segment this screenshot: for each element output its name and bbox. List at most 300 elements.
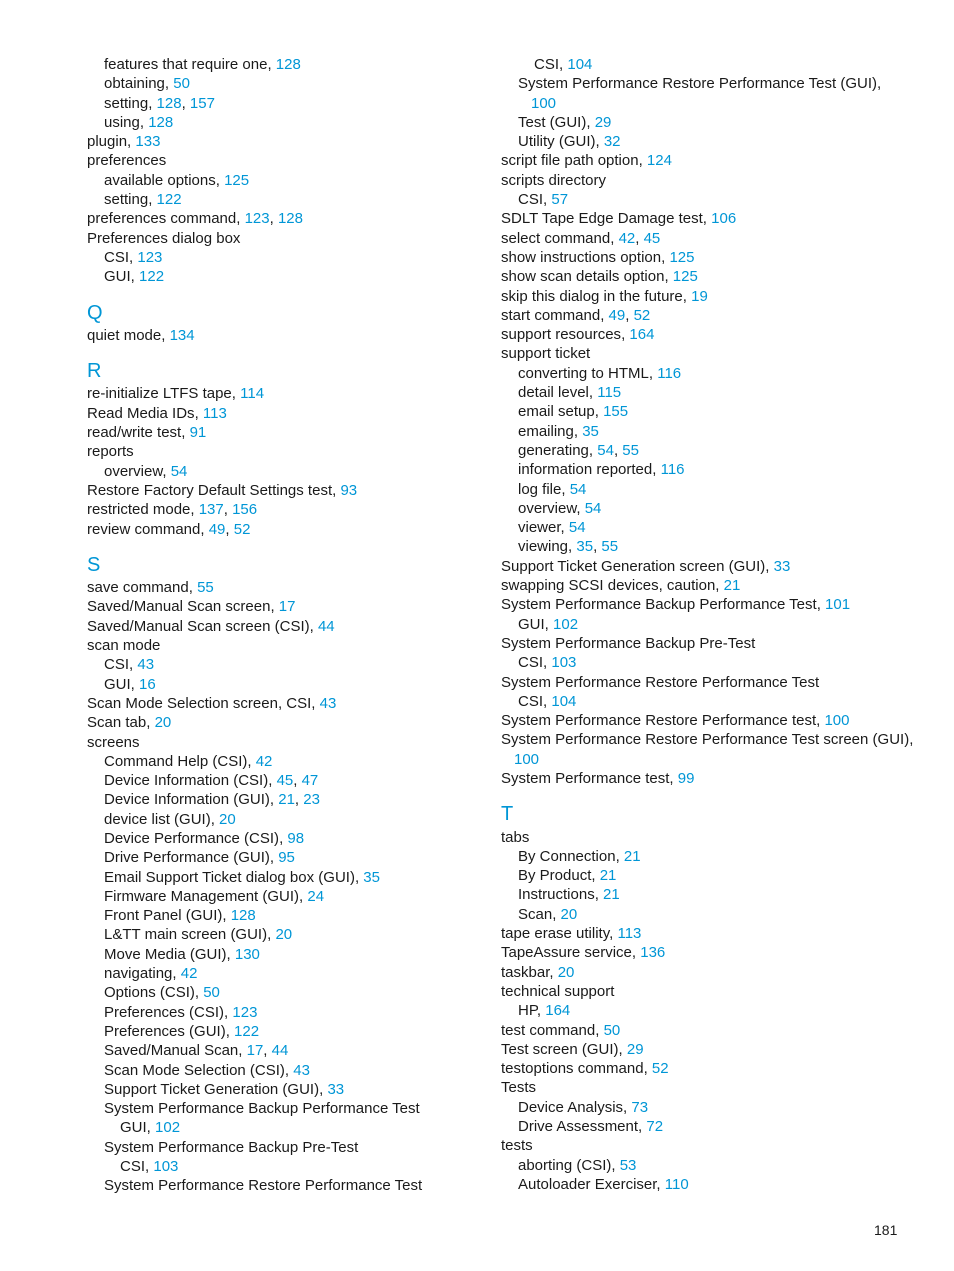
index-entry: viewing, 35, 55 bbox=[518, 538, 619, 556]
index-entry: start command, 49, 52 bbox=[501, 306, 651, 324]
index-term: Email Support Ticket dialog box (GUI) bbox=[104, 868, 355, 886]
index-entry bbox=[87, 636, 487, 655]
index-entry: Drive Performance (GUI), 95 bbox=[104, 849, 295, 867]
index-term: System Performance Restore Performance Test (GUI) bbox=[518, 75, 878, 93]
page-link[interactable]: 98 bbox=[287, 829, 305, 847]
index-entry: taskbar, 20 bbox=[501, 963, 575, 981]
page-link[interactable]: 54 bbox=[170, 462, 188, 480]
index-term: script file path option bbox=[501, 152, 639, 170]
page-link[interactable]: 128 bbox=[156, 94, 182, 112]
page-link[interactable]: 52 bbox=[633, 306, 651, 324]
page-link[interactable]: 164 bbox=[545, 1002, 571, 1020]
page-link[interactable]: 50 bbox=[203, 984, 220, 1002]
page-link[interactable]: 52 bbox=[651, 1060, 669, 1078]
page-link[interactable]: 43 bbox=[319, 694, 337, 712]
index-entry: Command Help (CSI), 42 bbox=[104, 752, 273, 770]
index-term: tape erase utility bbox=[501, 925, 610, 943]
index-entry: plugin, 133 bbox=[87, 133, 161, 151]
index-entry bbox=[501, 673, 931, 692]
index-entry: available options, 125 bbox=[104, 171, 250, 189]
index-term: tabs bbox=[501, 828, 530, 846]
index-term: support resources bbox=[501, 326, 622, 344]
page-link[interactable]: 113 bbox=[202, 404, 227, 422]
index-entry: navigating, 42 bbox=[104, 965, 198, 983]
index-entry: CSI, 123 bbox=[104, 248, 163, 266]
page-link[interactable]: 110 bbox=[664, 1175, 689, 1193]
index-entry: Saved/Manual Scan screen (CSI), 44 bbox=[87, 617, 335, 635]
index-entry: Preferences (GUI), 122 bbox=[104, 1022, 260, 1040]
index-entry: Options (CSI), 50 bbox=[104, 984, 220, 1002]
index-term: viewing bbox=[518, 538, 569, 556]
index-term: Device Information (CSI) bbox=[104, 772, 269, 790]
page-link[interactable]: 128 bbox=[275, 56, 301, 73]
page-link[interactable]: 35 bbox=[363, 868, 380, 886]
page-link[interactable]: 91 bbox=[189, 424, 207, 442]
index-term: CSI bbox=[104, 656, 130, 674]
index-term: CSI bbox=[104, 248, 130, 266]
index-entry bbox=[87, 1138, 487, 1157]
index-entry: select command, 42, 45 bbox=[501, 229, 661, 247]
index-term: technical support bbox=[501, 982, 615, 1000]
index-entry: CSI, 104 bbox=[518, 692, 577, 710]
index-term: swapping SCSI devices, caution bbox=[501, 577, 716, 595]
index-entry: Scan tab, 20 bbox=[87, 714, 172, 732]
page-link[interactable]: 21 bbox=[603, 886, 620, 904]
page-link[interactable]: 103 bbox=[153, 1158, 179, 1176]
index-entry: device list (GUI), 20 bbox=[104, 810, 236, 828]
index-entry: show instructions option, 125 bbox=[501, 248, 695, 266]
index-term: Saved/Manual Scan screen bbox=[87, 598, 271, 616]
index-entry: Read Media IDs, 113 bbox=[87, 404, 227, 422]
index-entry: setting, 128, 157 bbox=[104, 94, 215, 112]
index-entry bbox=[87, 442, 487, 461]
index-entry bbox=[501, 171, 931, 190]
index-term: GUI bbox=[120, 1119, 147, 1137]
page-link[interactable]: 20 bbox=[275, 926, 293, 944]
index-term: Scan Mode Selection (CSI) bbox=[104, 1061, 285, 1079]
index-term: save command bbox=[87, 579, 189, 597]
page-link[interactable]: 45 bbox=[276, 772, 294, 790]
index-term: restricted mode bbox=[87, 501, 191, 519]
index-term: Command Help (CSI) bbox=[104, 752, 248, 770]
index-term: Move Media (GUI) bbox=[104, 945, 227, 963]
index-entry: read/write test, 91 bbox=[87, 424, 207, 442]
index-term: L&TT main screen (GUI) bbox=[104, 926, 268, 944]
page-link[interactable]: 106 bbox=[711, 210, 737, 228]
page-link[interactable]: 21 bbox=[278, 791, 295, 809]
page-link[interactable]: 100 bbox=[514, 750, 540, 768]
index-entry bbox=[87, 229, 487, 248]
page-link[interactable]: 156 bbox=[232, 501, 258, 519]
page-link[interactable]: 20 bbox=[219, 810, 236, 828]
page-link[interactable]: 20 bbox=[154, 714, 172, 732]
index-entry: Email Support Ticket dialog box (GUI), 35 bbox=[104, 868, 380, 886]
page-link[interactable]: 99 bbox=[677, 769, 695, 787]
index-entry: re-initialize LTFS tape, 114 bbox=[87, 385, 265, 403]
index-entry: script file path option, 124 bbox=[501, 152, 672, 170]
index-entry bbox=[87, 151, 487, 170]
index-term: information reported bbox=[518, 461, 653, 479]
page-link[interactable]: 116 bbox=[657, 364, 682, 382]
index-entry: tape erase utility, 113 bbox=[501, 925, 642, 943]
index-term: screens bbox=[87, 733, 140, 751]
index-entry: generating, 54, 55 bbox=[518, 441, 639, 459]
index-term: emailing bbox=[518, 422, 574, 440]
index-term: Scan tab bbox=[87, 714, 147, 732]
index-term: re-initialize LTFS tape bbox=[87, 385, 232, 403]
page-link[interactable]: 123 bbox=[137, 248, 163, 266]
index-entry: Device Performance (CSI), 98 bbox=[104, 829, 305, 847]
index-term: device list (GUI) bbox=[104, 810, 211, 828]
page-link[interactable]: 100 bbox=[531, 94, 557, 112]
index-term: aborting (CSI) bbox=[518, 1156, 612, 1174]
page-link[interactable]: 33 bbox=[327, 1080, 345, 1098]
index-entry: skip this dialog in the future, 19 bbox=[501, 287, 708, 305]
index-entry: System Performance Restore Performance Test screen (GUI), 100 bbox=[501, 730, 931, 769]
index-term: available options bbox=[104, 171, 216, 189]
page-link[interactable]: 128 bbox=[230, 907, 256, 925]
index-term: Saved/Manual Scan bbox=[104, 1042, 239, 1060]
index-entry: System Performance Backup Performance Test, 101 bbox=[501, 596, 851, 614]
index-entry: test command, 50 bbox=[501, 1021, 621, 1039]
index-entry bbox=[87, 1099, 487, 1118]
page-link[interactable]: 54 bbox=[569, 480, 587, 498]
page-link[interactable]: 134 bbox=[169, 326, 195, 344]
page-link[interactable]: 157 bbox=[189, 94, 215, 112]
index-entry: By Connection, 21 bbox=[518, 847, 641, 865]
index-term: preferences bbox=[87, 152, 167, 170]
index-term: By Product bbox=[518, 867, 592, 885]
index-term: Preferences (GUI) bbox=[104, 1022, 226, 1040]
index-term: quiet mode bbox=[87, 326, 162, 344]
index-term: Saved/Manual Scan screen (CSI) bbox=[87, 617, 310, 635]
page-link[interactable]: 29 bbox=[626, 1040, 644, 1058]
page-link[interactable]: 44 bbox=[271, 1042, 289, 1060]
page-link[interactable]: 128 bbox=[148, 113, 174, 131]
page-link[interactable]: 130 bbox=[234, 945, 260, 963]
page-link[interactable]: 45 bbox=[643, 229, 661, 247]
index-entry: Support Ticket Generation (GUI), 33 bbox=[104, 1080, 345, 1098]
index-term: show scan details option bbox=[501, 268, 665, 286]
index-term: By Connection bbox=[518, 847, 616, 865]
index-term: email setup bbox=[518, 403, 595, 421]
page-link[interactable]: 102 bbox=[553, 615, 579, 633]
index-entry bbox=[501, 1136, 931, 1155]
index-entry bbox=[501, 982, 931, 1001]
page-link[interactable]: 95 bbox=[278, 849, 295, 867]
index-term: converting to HTML bbox=[518, 364, 649, 382]
page-link[interactable]: 125 bbox=[669, 248, 695, 266]
page-link[interactable]: 128 bbox=[277, 210, 303, 228]
index-term: scripts directory bbox=[501, 171, 607, 189]
page-link[interactable]: 33 bbox=[773, 557, 791, 575]
index-term: review command bbox=[87, 520, 201, 538]
index-entry: features that require one, 128 bbox=[104, 56, 301, 73]
page-link[interactable]: 155 bbox=[603, 403, 629, 421]
page-link[interactable]: 21 bbox=[599, 867, 617, 885]
page-link[interactable]: 164 bbox=[629, 326, 655, 344]
index-entry: CSI, 104 bbox=[534, 56, 593, 73]
page-link[interactable]: 55 bbox=[622, 441, 639, 459]
page-link[interactable]: 137 bbox=[198, 501, 224, 519]
index-entry bbox=[87, 733, 487, 752]
index-entry: Scan Mode Selection (CSI), 43 bbox=[104, 1061, 310, 1079]
page-link[interactable]: 55 bbox=[197, 579, 214, 597]
index-term: viewer bbox=[518, 519, 561, 537]
index-entry: Device Information (GUI), 21, 23 bbox=[104, 791, 320, 809]
page-link[interactable]: 115 bbox=[597, 384, 622, 402]
index-term: GUI bbox=[104, 268, 131, 286]
index-entry bbox=[501, 1078, 931, 1097]
index-term: GUI bbox=[518, 615, 545, 633]
index-term: Device Analysis bbox=[518, 1098, 624, 1116]
index-term: Utility (GUI) bbox=[518, 133, 596, 151]
page-link[interactable]: 122 bbox=[234, 1022, 260, 1040]
index-entry: Scan Mode Selection screen, CSI, 43 bbox=[87, 694, 337, 712]
page-refs-continuation bbox=[501, 750, 931, 769]
page-link[interactable]: 104 bbox=[567, 56, 593, 73]
page-link[interactable]: 23 bbox=[303, 791, 320, 809]
index-entry: Saved/Manual Scan screen, 17 bbox=[87, 598, 296, 616]
index-term: CSI bbox=[518, 191, 544, 209]
page-link[interactable]: 42 bbox=[180, 965, 198, 983]
page-link[interactable]: 43 bbox=[293, 1061, 310, 1079]
page-link[interactable]: 50 bbox=[173, 75, 190, 93]
index-entry: Firmware Management (GUI), 24 bbox=[104, 887, 325, 905]
page-link[interactable]: 24 bbox=[307, 887, 325, 905]
index-entry: GUI, 102 bbox=[120, 1119, 181, 1137]
index-term: tests bbox=[501, 1137, 533, 1155]
index-column-left bbox=[87, 55, 487, 1196]
index-term: CSI bbox=[518, 692, 544, 710]
page-link[interactable]: 54 bbox=[584, 499, 602, 517]
index-term: show instructions option bbox=[501, 248, 662, 266]
page-link[interactable]: 113 bbox=[617, 925, 642, 943]
index-term: obtaining bbox=[104, 75, 165, 93]
page-link[interactable]: 29 bbox=[594, 113, 612, 131]
page-link[interactable]: 104 bbox=[551, 692, 577, 710]
index-entry: using, 128 bbox=[104, 113, 174, 131]
index-term: Support Ticket Generation screen (GUI) bbox=[501, 557, 766, 575]
index-term: System Performance Restore Performance Test bbox=[104, 1177, 423, 1195]
page-link[interactable]: 122 bbox=[139, 268, 165, 286]
page-link[interactable]: 21 bbox=[723, 577, 741, 595]
page-link[interactable]: 73 bbox=[631, 1098, 649, 1116]
index-term: log file bbox=[518, 480, 562, 498]
index-term: CSI bbox=[518, 654, 544, 672]
index-term: Autoloader Exerciser bbox=[518, 1175, 657, 1193]
index-entry: overview, 54 bbox=[518, 499, 602, 517]
index-entry: CSI, 103 bbox=[518, 654, 577, 672]
index-term: Test (GUI) bbox=[518, 113, 587, 131]
index-term: Firmware Management (GUI) bbox=[104, 887, 300, 905]
index-term: navigating bbox=[104, 965, 173, 983]
page-link[interactable]: 52 bbox=[233, 520, 251, 538]
index-entry: quiet mode, 134 bbox=[87, 326, 195, 344]
index-term: scan mode bbox=[87, 637, 161, 655]
index-term: Preferences dialog box bbox=[87, 229, 241, 247]
page-link[interactable]: 102 bbox=[155, 1119, 181, 1137]
index-term: Preferences (CSI) bbox=[104, 1003, 225, 1021]
index-column-right bbox=[501, 55, 931, 1194]
index-entry: Test (GUI), 29 bbox=[518, 113, 612, 131]
index-term: Instructions bbox=[518, 886, 595, 904]
index-entry: Instructions, 21 bbox=[518, 886, 620, 904]
index-entry: swapping SCSI devices, caution, 21 bbox=[501, 577, 741, 595]
page-link[interactable]: 103 bbox=[551, 654, 577, 672]
index-entry: support resources, 164 bbox=[501, 326, 655, 344]
index-entry: GUI, 122 bbox=[104, 268, 165, 286]
page-link[interactable]: 123 bbox=[244, 210, 270, 228]
index-entry: GUI, 102 bbox=[518, 615, 579, 633]
page-link[interactable]: 101 bbox=[825, 596, 851, 614]
index-entry: emailing, 35 bbox=[518, 422, 599, 440]
page-refs-continuation bbox=[518, 94, 931, 113]
index-entry: Autoloader Exerciser, 110 bbox=[518, 1175, 689, 1193]
page-link[interactable]: 133 bbox=[135, 133, 161, 151]
page-link[interactable]: 17 bbox=[278, 598, 296, 616]
index-entry bbox=[501, 828, 931, 847]
index-term: support ticket bbox=[501, 345, 591, 363]
index-term: overview bbox=[104, 462, 163, 480]
index-term: Tests bbox=[501, 1079, 537, 1097]
index-term: Scan bbox=[518, 905, 553, 923]
index-entry: Scan, 20 bbox=[518, 905, 578, 923]
index-term: overview bbox=[518, 499, 577, 517]
index-term: System Performance Backup Performance Test bbox=[501, 596, 817, 614]
page-link[interactable]: 42 bbox=[255, 752, 273, 770]
index-entry: TapeAssure service, 136 bbox=[501, 944, 666, 962]
page-link[interactable]: 136 bbox=[640, 944, 666, 962]
index-term: Device Information (GUI) bbox=[104, 791, 270, 809]
index-entry: L&TT main screen (GUI), 20 bbox=[104, 926, 293, 944]
index-term: Test screen (GUI) bbox=[501, 1040, 619, 1058]
index-term: System Performance Backup Performance Test bbox=[104, 1100, 420, 1118]
index-term: CSI bbox=[534, 56, 560, 73]
page-link[interactable]: 35 bbox=[576, 538, 594, 556]
page-link[interactable]: 47 bbox=[301, 772, 319, 790]
page-link[interactable]: 72 bbox=[646, 1118, 664, 1136]
page-link[interactable]: 50 bbox=[603, 1021, 621, 1039]
index-term: testoptions command bbox=[501, 1060, 644, 1078]
page-link[interactable]: 35 bbox=[582, 422, 599, 440]
page-link[interactable]: 125 bbox=[224, 171, 250, 189]
index-entry: Saved/Manual Scan, 17, 44 bbox=[104, 1042, 289, 1060]
page-link[interactable]: 55 bbox=[601, 538, 619, 556]
index-term: System Performance test bbox=[501, 769, 670, 787]
index-entry: review command, 49, 52 bbox=[87, 520, 251, 538]
index-term: Scan Mode Selection screen, CSI bbox=[87, 694, 312, 712]
index-term: preferences command bbox=[87, 210, 237, 228]
page-link[interactable]: 32 bbox=[603, 133, 621, 151]
index-term: skip this dialog in the future bbox=[501, 287, 683, 305]
index-term: test command bbox=[501, 1021, 596, 1039]
page-link[interactable]: 114 bbox=[240, 385, 265, 403]
index-term: SDLT Tape Edge Damage test bbox=[501, 210, 703, 228]
index-entry: show scan details option, 125 bbox=[501, 268, 698, 286]
page-link[interactable]: 53 bbox=[619, 1156, 637, 1174]
index-entry: Front Panel (GUI), 128 bbox=[104, 907, 256, 925]
page-link[interactable]: 16 bbox=[139, 675, 156, 693]
index-term: Device Performance (CSI) bbox=[104, 829, 280, 847]
index-term: TapeAssure service bbox=[501, 944, 632, 962]
index-entry: Device Information (CSI), 45, 47 bbox=[104, 772, 319, 790]
page-link[interactable]: 124 bbox=[646, 152, 672, 170]
page-link[interactable]: 43 bbox=[137, 656, 155, 674]
index-entry: viewer, 54 bbox=[518, 519, 586, 537]
index-term: System Performance Backup Pre-Test bbox=[104, 1138, 359, 1156]
index-term: setting bbox=[104, 94, 149, 112]
index-letter-heading: T bbox=[501, 803, 514, 826]
index-entry: CSI, 57 bbox=[518, 191, 569, 209]
page-link[interactable]: 54 bbox=[597, 441, 614, 459]
index-term: detail level bbox=[518, 384, 589, 402]
index-term: select command bbox=[501, 229, 611, 247]
page-link[interactable]: 122 bbox=[156, 191, 182, 209]
page-link[interactable]: 20 bbox=[560, 905, 578, 923]
page-number: 181 bbox=[874, 1222, 898, 1238]
index-term: System Performance Restore Performance Test bbox=[501, 673, 820, 691]
index-entry: email setup, 155 bbox=[518, 403, 629, 421]
page-link[interactable]: 116 bbox=[660, 461, 685, 479]
index-entry: Support Ticket Generation screen (GUI), 33 bbox=[501, 557, 791, 575]
index-entry: save command, 55 bbox=[87, 579, 214, 597]
page-link[interactable]: 49 bbox=[608, 306, 626, 324]
index-term: Read Media IDs bbox=[87, 404, 195, 422]
index-entry: CSI, 43 bbox=[104, 656, 155, 674]
page-link[interactable]: 100 bbox=[824, 712, 850, 730]
index-letter-heading: S bbox=[87, 553, 101, 576]
page-link[interactable]: 125 bbox=[672, 268, 698, 286]
index-entry: Device Analysis, 73 bbox=[518, 1098, 649, 1116]
index-entry: information reported, 116 bbox=[518, 461, 685, 479]
page-link[interactable]: 20 bbox=[557, 963, 575, 981]
index-entry: testoptions command, 52 bbox=[501, 1060, 669, 1078]
page-link[interactable]: 54 bbox=[568, 519, 586, 537]
index-entry: detail level, 115 bbox=[518, 384, 622, 402]
index-entry: aborting (CSI), 53 bbox=[518, 1156, 637, 1174]
page-link[interactable]: 57 bbox=[551, 191, 569, 209]
index-term: Drive Assessment bbox=[518, 1118, 639, 1136]
page-link[interactable]: 17 bbox=[246, 1042, 264, 1060]
page-link[interactable]: 21 bbox=[623, 847, 641, 865]
page-link[interactable]: 42 bbox=[618, 229, 636, 247]
index-entry: Move Media (GUI), 130 bbox=[104, 945, 260, 963]
index-term: CSI bbox=[120, 1158, 146, 1176]
index-entry: HP, 164 bbox=[518, 1002, 571, 1020]
index-entry: Drive Assessment, 72 bbox=[518, 1118, 664, 1136]
index-term: System Performance Restore Performance Test screen (GUI) bbox=[501, 731, 910, 749]
index-term: taskbar bbox=[501, 963, 550, 981]
index-entry: System Performance Restore Performance Test (GUI), 100 bbox=[501, 74, 931, 113]
index-term: Restore Factory Default Settings test bbox=[87, 481, 333, 499]
index-term: features that require one bbox=[104, 56, 268, 73]
page-link[interactable]: 19 bbox=[691, 287, 708, 305]
index-term: HP bbox=[518, 1002, 537, 1020]
index-term: Options (CSI) bbox=[104, 984, 195, 1002]
index-term: generating bbox=[518, 441, 589, 459]
page-link[interactable]: 44 bbox=[317, 617, 335, 635]
index-term: Drive Performance (GUI) bbox=[104, 849, 270, 867]
page-link[interactable]: 49 bbox=[208, 520, 226, 538]
index-entry: Test screen (GUI), 29 bbox=[501, 1040, 644, 1058]
page-link[interactable]: 123 bbox=[232, 1003, 258, 1021]
index-entry: log file, 54 bbox=[518, 480, 587, 498]
index-letter-heading: R bbox=[87, 360, 102, 383]
page-link[interactable]: 93 bbox=[340, 481, 358, 499]
index-term: plugin bbox=[87, 133, 128, 151]
index-term: setting bbox=[104, 191, 149, 209]
